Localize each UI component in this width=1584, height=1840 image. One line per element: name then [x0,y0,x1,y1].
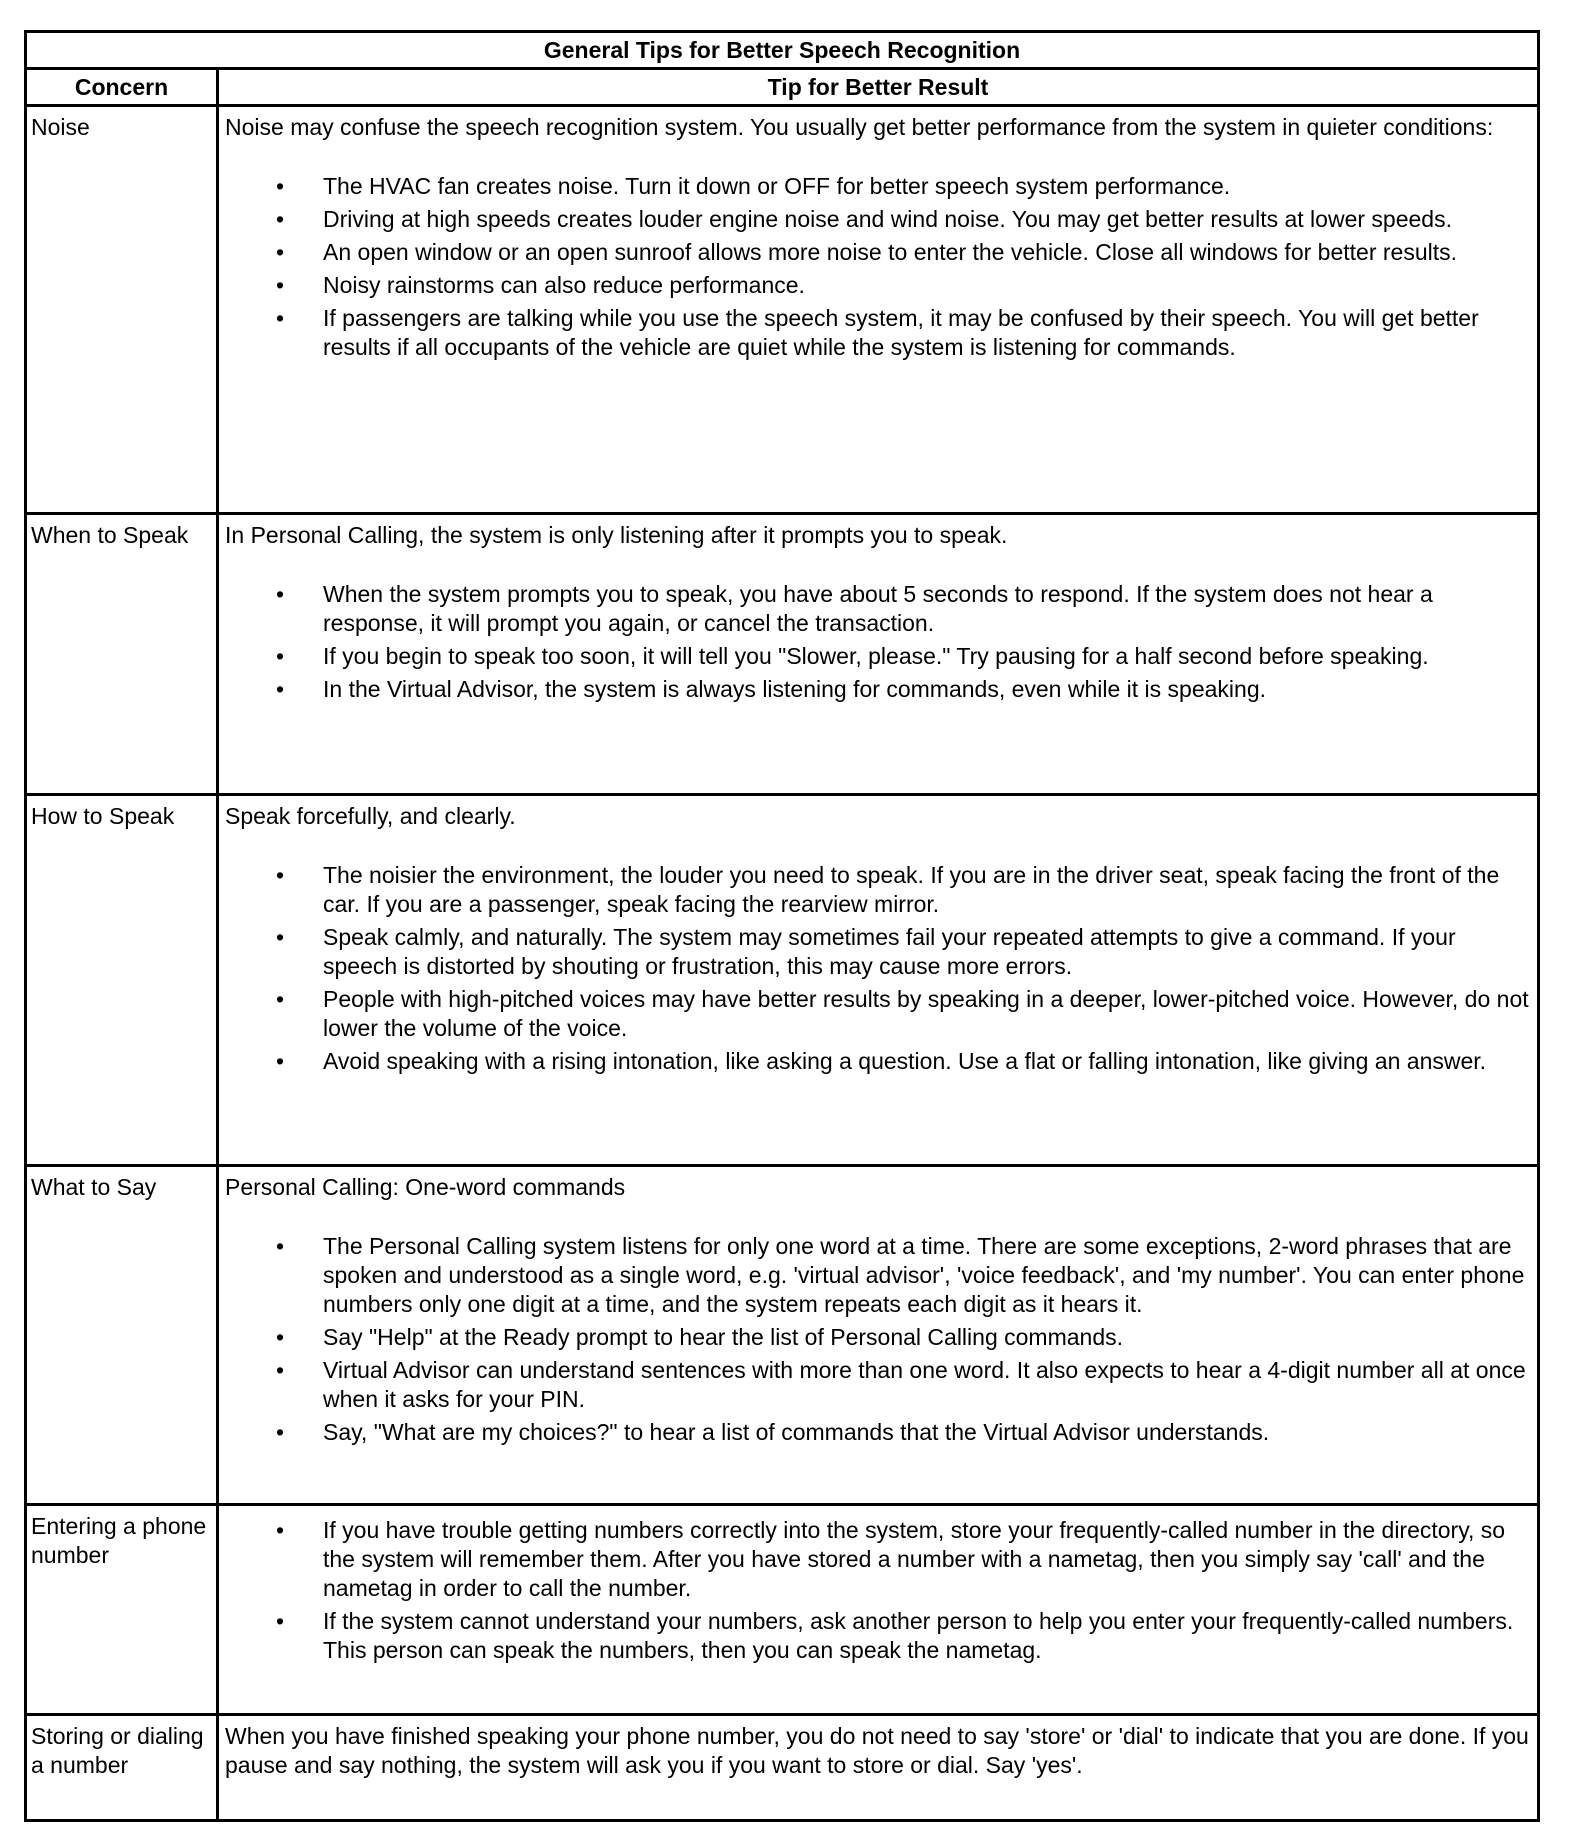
list-item-text: Avoid speaking with a rising intonation, like asking a question. Use a flat or falling intonation, like giving an answer. [323,1048,1487,1074]
list-item-text: Noisy rainstorms can also reduce performance. [323,272,805,298]
tip-list [225,580,1529,704]
list-item-text: In the Virtual Advisor, the system is always listening for commands, even while it is speaking. [323,676,1267,702]
tip-intro: In Personal Calling, the system is only listening after it prompts you to speak. [225,522,1008,548]
bullet-icon: • [276,676,285,702]
list-item [225,304,1529,362]
list-item [225,271,1529,300]
table-title: General Tips for Better Speech Recognition [26,32,1539,69]
tip-list [225,172,1529,362]
list-item [225,580,1529,638]
concern-cell: Noise [26,106,218,514]
table-row [26,1505,1539,1715]
list-item [225,1356,1529,1414]
table-row [26,1166,1539,1505]
list-item-text: If you have trouble getting numbers correctly into the system, store your frequently-called number in the directory, so the system will remember them. After you have stored a number with a nametag, then you simply say 'call' and the nametag in order to call the number. [323,1517,1506,1601]
list-item [225,1047,1529,1076]
list-item [225,923,1529,981]
list-item-text: Say "Help" at the Ready prompt to hear the list of Personal Calling commands. [323,1324,1124,1350]
table-row [26,514,1539,795]
tip-list [225,1516,1529,1665]
tip-cell [218,106,1539,514]
tip-cell [218,1166,1539,1505]
list-item [225,1516,1529,1603]
list-item-text: The noisier the environment, the louder you need to speak. If you are in the driver seat, speak facing the front of the car. If you are a passenger, speak facing the rearview mirror. [323,862,1500,917]
list-item [225,172,1529,201]
list-item-text: Virtual Advisor can understand sentences with more than one word. It also expects to hear a 4-digit number all at once when it asks for your PIN. [323,1357,1526,1412]
list-item [225,1323,1529,1352]
list-item-text: When the system prompts you to speak, you have about 5 seconds to respond. If the system does not hear a response, it will prompt you again, or cancel the transaction. [323,581,1433,636]
tip-cell [218,514,1539,795]
concern-cell: Entering a phone number [26,1505,218,1715]
bullet-icon: • [276,1357,285,1383]
bullet-icon: • [276,924,285,950]
concern-cell: When to Speak [26,514,218,795]
list-item-text: If the system cannot understand your numbers, ask another person to help you enter your frequently-called numbers. This person can speak the numbers, then you can speak the nametag. [323,1608,1514,1663]
bullet-icon: • [276,1048,285,1074]
bullet-icon: • [276,1608,285,1634]
list-item-text: If you begin to speak too soon, it will tell you "Slower, please." Try pausing for a half second before speaking. [323,643,1429,669]
list-item-text: An open window or an open sunroof allows more noise to enter the vehicle. Close all windows for better results. [323,239,1457,265]
list-item-text: The HVAC fan creates noise. Turn it down or OFF for better speech system performance. [323,173,1231,199]
tip-list [225,861,1529,1076]
tip-list [225,1232,1529,1447]
tip-cell [218,1505,1539,1715]
tip-intro: Personal Calling: One-word commands [225,1174,626,1200]
header-tip: Tip for Better Result [218,69,1539,106]
bullet-icon: • [276,986,285,1012]
list-item-text: Driving at high speeds creates louder engine noise and wind noise. You may get better results at lower speeds. [323,206,1452,232]
bullet-icon: • [276,643,285,669]
table-row [26,795,1539,1166]
bullet-icon: • [276,272,285,298]
bullet-icon: • [276,206,285,232]
table-row [26,1715,1539,1821]
bullet-icon: • [276,239,285,265]
list-item [225,675,1529,704]
list-item-text: Say, "What are my choices?" to hear a list of commands that the Virtual Advisor understands. [323,1419,1270,1445]
list-item [225,205,1529,234]
list-item [225,1418,1529,1447]
table-row [26,106,1539,514]
bullet-icon: • [276,1419,285,1445]
tip-cell: When you have finished speaking your phone number, you do not need to say 'store' or 'dial' to indicate that you are done. If you pause and say nothing, the system will ask you if you want to store or dial. Say 'yes'. [218,1715,1539,1821]
list-item [225,1607,1529,1665]
bullet-icon: • [276,581,285,607]
title-row [26,32,1539,69]
list-item-text: People with high-pitched voices may have better results by speaking in a deeper, lower-pitched voice. However, do not lower the volume of the voice. [323,986,1529,1041]
tip-intro: Speak forcefully, and clearly. [225,803,516,829]
bullet-icon: • [276,1233,285,1259]
concern-cell: How to Speak [26,795,218,1166]
bullet-icon: • [276,862,285,888]
list-item-text: If passengers are talking while you use the speech system, it may be confused by their speech. You will get better results if all occupants of the vehicle are quiet while the system is listening for commands. [323,305,1479,360]
tip-intro: Noise may confuse the speech recognition system. You usually get better performance from the system in quieter conditions: [225,114,1494,140]
bullet-icon: • [276,305,285,331]
header-concern: Concern [26,69,218,106]
list-item [225,238,1529,267]
list-item-text: Speak calmly, and naturally. The system may sometimes fail your repeated attempts to give a command. If your speech is distorted by shouting or frustration, this may cause more errors. [323,924,1456,979]
header-row [26,69,1539,106]
bullet-icon: • [276,173,285,199]
list-item-text: The Personal Calling system listens for only one word at a time. There are some exceptions, 2-word phrases that are spoken and understood as a single word, e.g. 'virtual advisor', 'voice feedback', and 'my number'. You can enter phone numbers only one digit at a time, and the system repeats each digit as it hears it. [323,1233,1525,1317]
bullet-icon: • [276,1324,285,1350]
speech-tips-table [24,30,1540,1822]
concern-cell: Storing or dialing a number [26,1715,218,1821]
list-item [225,642,1529,671]
list-item [225,861,1529,919]
list-item [225,1232,1529,1319]
bullet-icon: • [276,1517,285,1543]
concern-cell: What to Say [26,1166,218,1505]
list-item [225,985,1529,1043]
tip-cell [218,795,1539,1166]
